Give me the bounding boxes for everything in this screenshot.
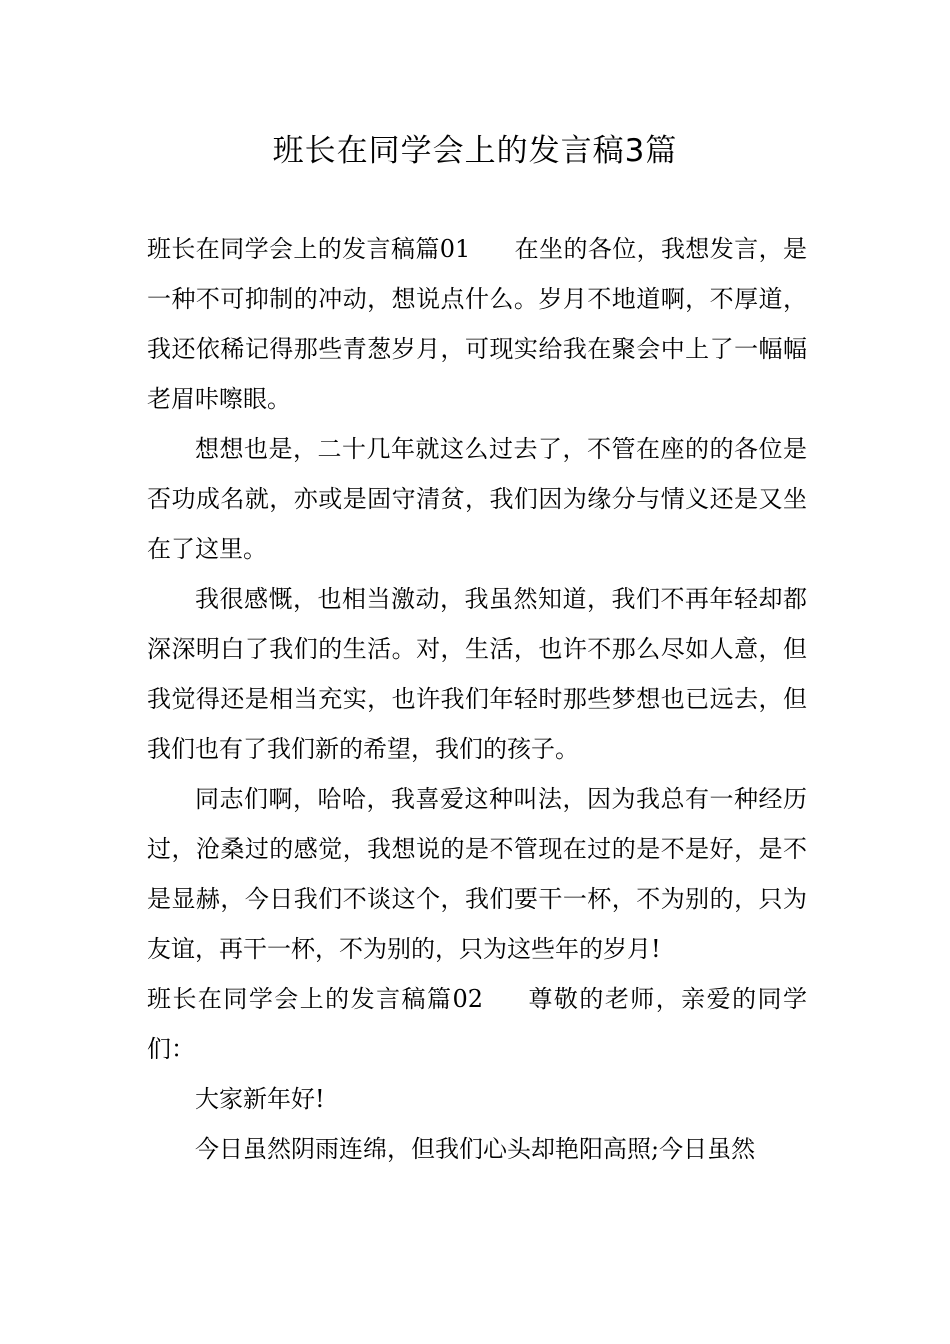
section-1-heading: 班长在同学会上的发言稿篇01 — [147, 235, 471, 263]
section-1-paragraph-1: 在坐的各位，我想发言，是一种不可抑制的冲动，想说点什么。岁月不地道啊，不厚道，我还依稀记得那些青葱岁月，可现实给我在聚会中上了一幅幅老眉咔嚓眼。 — [147, 235, 807, 413]
section-1-paragraph-4: 同志们啊，哈哈，我喜爱这种叫法，因为我总有一种经历过，沧桑过的感觉，我想说的是不管现在过的是不是好，是不是显赫，今日我们不谈这个，我们要干一杯，不为别的，只为友谊，再干一杯，不为别的，只为这些年的岁月! — [147, 785, 807, 963]
section-2-paragraph-1: 尊敬的老师，亲爱的同学们： — [147, 985, 807, 1063]
section-2-first-paragraph — [147, 974, 807, 1074]
section-2-paragraph-2: 大家新年好! — [195, 1085, 325, 1113]
section-2-heading: 班长在同学会上的发言稿篇02 — [147, 985, 483, 1013]
section-1-paragraph-2: 想想也是，二十几年就这么过去了，不管在座的的各位是否功成名就，亦或是固守清贫，我们因为缘分与情义还是又坐在了这里。 — [147, 435, 807, 563]
section-1-paragraph-3: 我很感慨，也相当激动，我虽然知道，我们不再年轻却都深深明白了我们的生活。对，生活，也许不那么尽如人意，但我觉得还是相当充实，也许我们年轻时那些梦想也已远去，但我们也有了我们新的希望，我们的孩子。 — [147, 585, 807, 763]
section-2-paragraph-3: 今日虽然阴雨连绵，但我们心头却艳阳高照;今日虽然 — [195, 1135, 756, 1163]
section-1-first-paragraph — [147, 224, 807, 424]
document-title: 班长在同学会上的发言稿3篇 — [272, 133, 678, 169]
document-body — [147, 224, 807, 1174]
